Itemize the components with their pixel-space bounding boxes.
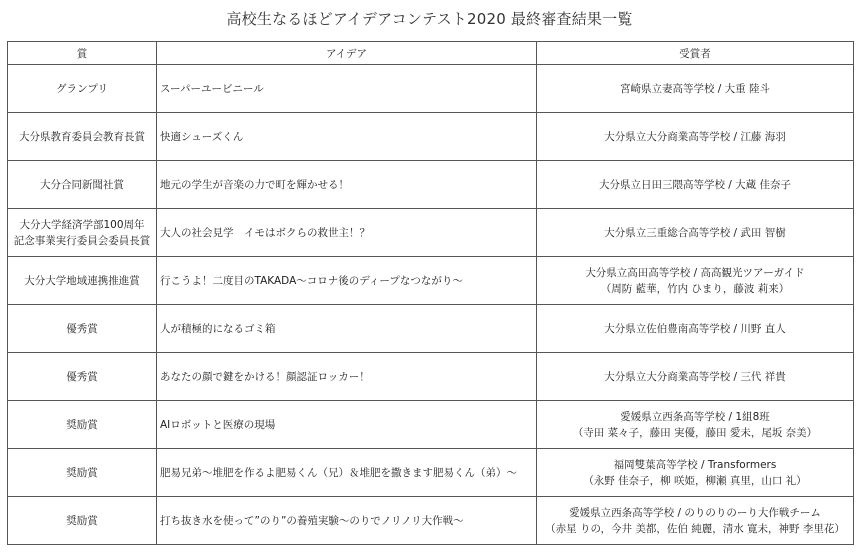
table-row	[8, 305, 854, 353]
award-text: 大分大学地域連携推進賞	[24, 274, 140, 287]
award-cell	[8, 353, 157, 401]
recipient-cell	[537, 113, 854, 161]
recipient-cell	[537, 497, 854, 545]
award-cell	[8, 305, 157, 353]
table-row	[8, 161, 854, 209]
recipient-cell	[537, 209, 854, 257]
recipient-cell	[537, 65, 854, 113]
idea-cell: 肥易兄弟～堆肥を作るよ肥易くん（兄）＆堆肥を撒きます肥易くん（弟）～	[157, 449, 537, 497]
recipient-text: 大分県立三重総合高等学校 / 武田 智樹	[604, 226, 786, 239]
idea-cell: AIロボットと医療の現場	[157, 401, 537, 449]
table-row	[8, 65, 854, 113]
award-cell	[8, 401, 157, 449]
recipient-members: （周防 藍華，竹内 ひまり，藤波 莉来）	[600, 282, 790, 295]
award-cell	[8, 449, 157, 497]
award-text: 奨励賞	[66, 466, 98, 479]
award-text: グランプリ	[55, 82, 109, 95]
table-header-row	[8, 42, 854, 65]
recipient-members: （赤星 りの，今井 美都，佐伯 純麗，清水 寛未，神野 李里花）	[545, 522, 845, 535]
recipient-cell	[537, 257, 854, 305]
recipient-text: 愛媛県立西条高等学校 / 1組8班	[620, 410, 770, 423]
award-text: 記念事業実行委員会委員長賞	[13, 234, 151, 247]
recipient-cell	[537, 401, 854, 449]
recipient-cell	[537, 353, 854, 401]
recipient-text: 福岡雙葉高等学校 / Transformers	[613, 458, 777, 471]
recipient-members: （寺田 菜々子，藤田 実優，藤田 愛未，尾坂 奈美）	[572, 426, 818, 439]
recipient-text: 大分県立大分商業高等学校 / 三代 祥貴	[604, 370, 786, 383]
column-header-award: 賞	[8, 42, 157, 65]
award-text: 優秀賞	[66, 322, 98, 335]
idea-cell: 人が積極的になるゴミ箱	[157, 305, 537, 353]
recipient-cell	[537, 449, 854, 497]
idea-cell: 大人の社会見学 イモはボクらの救世主！？	[157, 209, 537, 257]
recipient-text: 大分県立日田三隈高等学校 / 大蔵 佳奈子	[598, 178, 792, 191]
award-cell	[8, 113, 157, 161]
table-row	[8, 401, 854, 449]
award-text: 大分県教育委員会教育長賞	[19, 130, 145, 143]
recipient-text: 宮崎県立妻高等学校 / 大重 陸斗	[619, 82, 771, 95]
recipient-text: 愛媛県立西条高等学校 / のりのりのーり大作戦チーム	[569, 506, 821, 519]
idea-cell: 快適シューズくん	[157, 113, 537, 161]
award-cell	[8, 161, 157, 209]
award-cell	[8, 497, 157, 545]
table-row	[8, 449, 854, 497]
recipient-cell	[537, 161, 854, 209]
idea-cell: 行こうよ！二度目のTAKADA～コロナ後のディープなつながり～	[157, 257, 537, 305]
recipient-text: 大分県立高田高等学校 / 高高観光ツアーガイド	[585, 266, 805, 279]
idea-cell: スーパーユービニール	[157, 65, 537, 113]
page-title: 高校生なるほどアイデアコンテスト2020 最終審査結果一覧	[226, 10, 633, 28]
award-cell	[8, 65, 157, 113]
column-header-recipient: 受賞者	[537, 42, 854, 65]
column-header-idea: アイデア	[157, 42, 537, 65]
award-text: 奨励賞	[66, 514, 98, 527]
award-text: 奨励賞	[66, 418, 98, 431]
award-cell	[8, 209, 157, 257]
award-cell	[8, 257, 157, 305]
award-text: 大分合同新聞社賞	[40, 178, 124, 191]
table-row	[8, 497, 854, 545]
recipient-members: （永野 佳奈子，柳 咲姫，柳瀬 真里，山口 礼）	[583, 474, 807, 487]
table-row	[8, 257, 854, 305]
award-text: 大分大学経済学部100周年	[19, 218, 145, 231]
table-row	[8, 209, 854, 257]
results-table	[7, 41, 854, 545]
recipient-cell	[537, 305, 854, 353]
idea-cell: 地元の学生が音楽の力で町を輝かせる！	[157, 161, 537, 209]
award-text: 優秀賞	[66, 370, 98, 383]
table-row	[8, 353, 854, 401]
recipient-text: 大分県立大分商業高等学校 / 江藤 海羽	[604, 130, 786, 143]
recipient-text: 大分県立佐伯豊南高等学校 / 川野 直人	[604, 322, 786, 335]
idea-cell: 打ち抜き水を使って”のり”の養殖実験～のりでノリノリ大作戦～	[157, 497, 537, 545]
table-row	[8, 113, 854, 161]
idea-cell: あなたの顔で鍵をかける！顔認証ロッカー！	[157, 353, 537, 401]
